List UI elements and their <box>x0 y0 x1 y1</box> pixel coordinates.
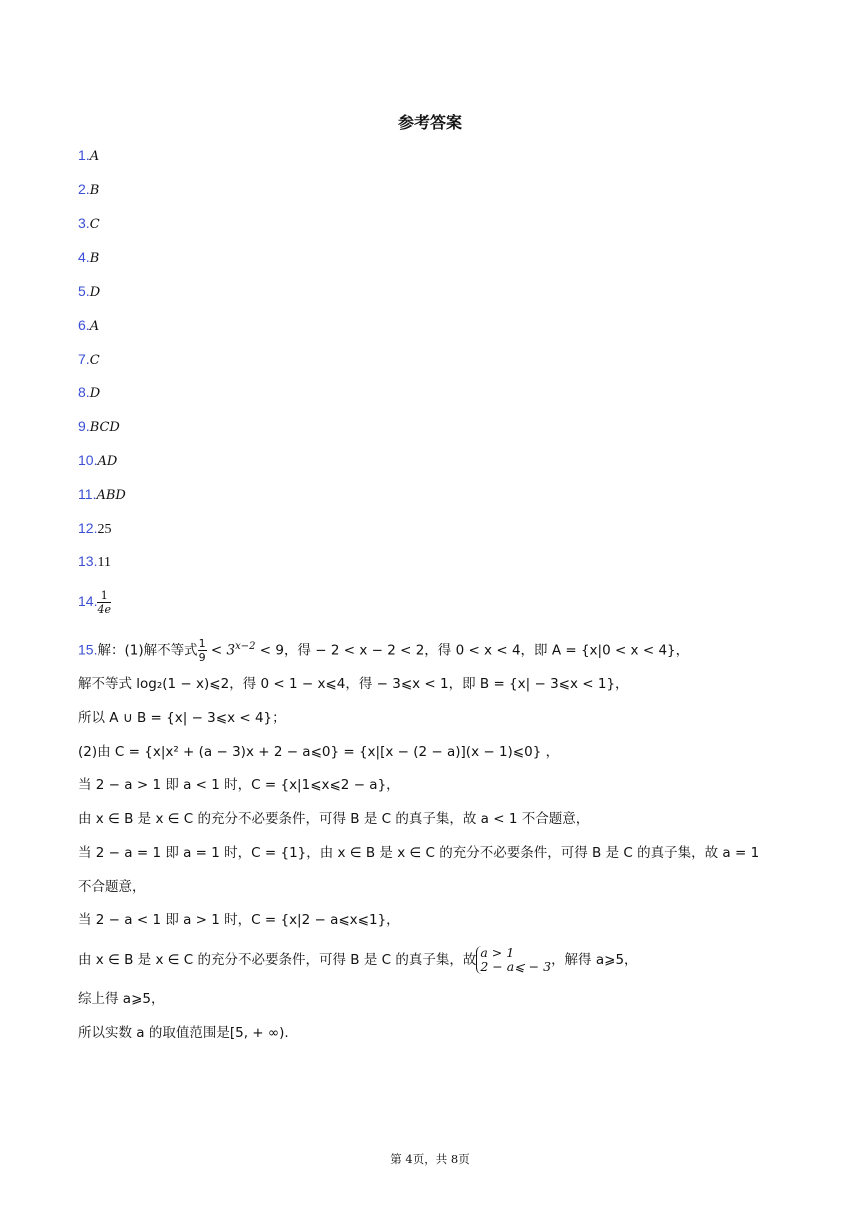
fraction-denominator: 9 <box>198 651 206 664</box>
answer-item <box>78 416 120 436</box>
page-title: 参考答案 <box>397 113 462 132</box>
answer-item <box>78 145 99 165</box>
answer-item <box>78 518 111 538</box>
answer-value: A <box>89 149 100 164</box>
solution-text: 解：(1)解不等式 <box>97 642 198 659</box>
fraction-numerator: 1 <box>198 637 206 650</box>
answer-value: A <box>89 319 100 334</box>
fraction-denominator: 4e <box>97 602 111 616</box>
solution-line: (2)由 C = {x|x² + (a − 3)x + 2 − a⩽0} = {x|[x − (2 − a)](x − 1)⩽0} ， <box>78 744 560 760</box>
answer-number: 13. <box>78 553 98 569</box>
fraction <box>97 589 111 616</box>
answer-number: 12. <box>78 520 98 536</box>
solution-line: 综上得 a⩾5， <box>78 991 165 1007</box>
solution-line <box>78 945 638 975</box>
solution-text: ，解得 a⩾5， <box>551 952 638 968</box>
answer-item <box>78 484 126 504</box>
solution-line: 不合题意， <box>78 879 146 895</box>
answer-value: 11 <box>97 555 111 570</box>
solution-text: 由 x ∈ B 是 x ∈ C 的充分不必要条件，可得 B 是 C 的真子集，故 <box>78 952 477 968</box>
solution-line: 由 x ∈ B 是 x ∈ C 的充分不必要条件，可得 B 是 C 的真子集，故 a < 1 不合题意， <box>78 811 590 827</box>
answer-item <box>78 281 100 301</box>
answer-number: 15. <box>78 641 98 658</box>
solution-line: 当 2 − a = 1 即 a = 1 时，C = {1}，由 x ∈ B 是 x ∈ C 的充分不必要条件，可得 B 是 C 的真子集，故 a = 1 <box>78 845 760 861</box>
exponent: x−2 <box>235 641 256 652</box>
answer-value: BCD <box>89 420 120 435</box>
answer-value: B <box>89 251 100 266</box>
solution-line: 当 2 − a > 1 即 a < 1 时，C = {x|1⩽x⩽2 − a}， <box>78 777 400 793</box>
inequality-system <box>476 946 551 974</box>
answer-item <box>78 315 99 335</box>
answer-item <box>78 551 111 571</box>
fraction-numerator: 1 <box>97 589 111 603</box>
answer-number: 10. <box>78 452 98 468</box>
answer-value: AD <box>97 454 118 469</box>
page-footer: 第 4页，共 8页 <box>390 1152 470 1166</box>
answer-number: 2. <box>78 181 90 197</box>
answer-number: 1. <box>78 147 90 163</box>
answer-number: 4. <box>78 249 90 265</box>
answer-number: 5. <box>78 283 90 299</box>
answer-number: 3. <box>78 215 90 231</box>
solution-line: 当 2 − a < 1 即 a > 1 时，C = {x|2 − a⩽x⩽1}， <box>78 912 400 928</box>
solution-line: 所以 A ∪ B = {x| − 3⩽x < 4}； <box>78 710 286 726</box>
solution-line <box>78 634 690 664</box>
answer-value: D <box>89 386 101 401</box>
solution-line: 解不等式 log₂(1 − x)⩽2，得 0 < 1 − x⩽4，得 − 3⩽x < 1，即 B = {x| − 3⩽x < 1}， <box>78 676 629 692</box>
answer-item <box>78 588 111 614</box>
answer-number: 9. <box>78 418 90 434</box>
answer-value: B <box>89 183 100 198</box>
answer-number: 11. <box>78 486 97 502</box>
system-row: a > 1 <box>480 945 515 960</box>
solution-line: 所以实数 a 的取值范围是[5, + ∞). <box>78 1025 289 1041</box>
answer-number: 14. <box>78 593 98 609</box>
answer-value: C <box>89 353 100 368</box>
answer-item <box>78 450 117 470</box>
solution-text: < 9，得 − 2 < x − 2 < 2，得 0 < x < 4，即 A = {x|0 < x < 4}， <box>255 642 690 659</box>
answer-value: D <box>89 285 101 300</box>
answer-value: ABD <box>96 488 126 503</box>
answer-value: C <box>89 217 100 232</box>
answer-number: 7. <box>78 351 90 367</box>
solution-math: < 3 <box>206 642 236 659</box>
answer-item <box>78 349 100 369</box>
answer-item <box>78 179 99 199</box>
answer-value: 25 <box>97 522 112 537</box>
system-row: 2 − a⩽ − 3 <box>480 959 552 974</box>
answer-number: 6. <box>78 317 90 333</box>
answer-item <box>78 213 100 233</box>
answer-item <box>78 247 99 267</box>
answer-number: 8. <box>78 384 90 400</box>
answer-item <box>78 382 100 402</box>
fraction <box>198 637 207 664</box>
